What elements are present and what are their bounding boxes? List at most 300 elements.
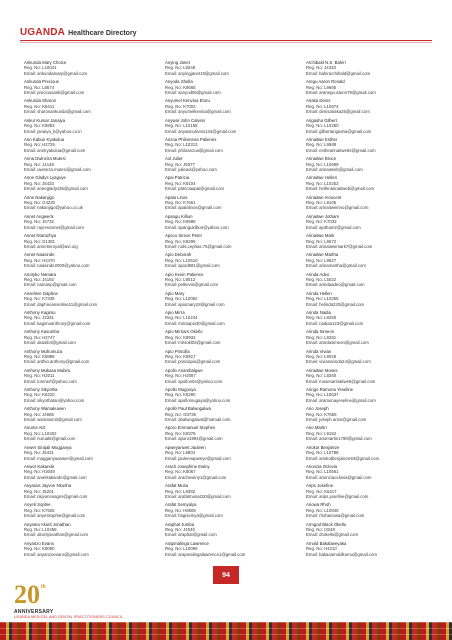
entry-reg: Reg. No: L9804 [165, 450, 196, 456]
directory-entry [306, 252, 434, 271]
entry-reg: Reg. No: L9665 [306, 84, 337, 90]
entry-reg: Reg. No: G1381 [24, 238, 56, 244]
entry-name: Arnold Bakabweyaka [306, 540, 347, 546]
entry-email[interactable]: Email: hellenarinaitweb@gmail.com [306, 186, 375, 192]
directory-entry [24, 522, 152, 541]
entry-name: Apangu Killion [165, 213, 193, 219]
entry-reg: Reg. No: K7033 [306, 219, 337, 225]
entry-name: Arafat Semyalya [165, 502, 197, 508]
entry-email[interactable]: Email: joseph.arios@gmail.com [306, 417, 367, 423]
directory-entry [24, 329, 152, 348]
directory-entry [24, 368, 152, 387]
entry-reg: Reg. No: K8665 [165, 84, 196, 90]
entry-email[interactable]: Email: rhohariowa@gmail.com [306, 513, 365, 519]
entry-email[interactable]: Email: anyingjanet19@gmail.com [165, 70, 229, 76]
entry-reg: Reg. No: H8505 [165, 507, 196, 513]
directory-entry [165, 214, 293, 233]
entry-name: Anyanzo Evans [24, 540, 54, 546]
directory-column-1 [24, 60, 152, 560]
entry-email[interactable]: Email: preciousank@gmail.com [24, 90, 85, 96]
entry-reg: Reg. No: L9672 [306, 238, 337, 244]
entry-name: Apio Mary [165, 290, 185, 296]
entry-reg: Reg. No: I3248 [306, 527, 335, 533]
directory-entry [165, 406, 293, 425]
entry-name: Anthony Mukasa Mubiru [24, 367, 71, 373]
entry-email[interactable]: Email: aranegu.aaron79@gmail.com [306, 90, 376, 96]
entry-reg: Reg. No: L9382 [165, 488, 196, 494]
directory-entry [24, 272, 152, 291]
entry-name: Apai Patricia [165, 175, 190, 181]
entry-email[interactable]: Email: arinamartha@gmail.com [306, 263, 367, 269]
entry-name: Ariokot Benjaleze [306, 444, 340, 450]
entry-reg: Reg. No: L10313 [165, 142, 198, 148]
directory-entry [165, 137, 293, 156]
entry-reg: Reg. No: L10255 [306, 296, 339, 302]
directory-entry [306, 483, 434, 502]
entry-reg: Reg. No: K8588 [165, 219, 196, 225]
entry-reg: Reg. No: J4333 [306, 65, 336, 71]
logo-label: ANNIVERSARY [14, 609, 54, 615]
entry-reg: Reg. No: H4210 [306, 546, 337, 552]
entry-name: Anthony Wamakuwen [24, 406, 66, 412]
directory-entry [306, 156, 434, 175]
entry-name: Ankur Kumar Janaiya [24, 117, 66, 123]
entry-reg: Reg. No: L10244 [165, 315, 198, 321]
page-number: 94 [213, 566, 239, 584]
entry-name: Anselmie Daphne [24, 290, 58, 296]
entry-email[interactable]: Email: namanp@gmail.com [24, 282, 77, 288]
entry-name: Arinda Simeon [306, 329, 335, 335]
directory-entry [306, 137, 434, 156]
entry-email[interactable]: Email: ankundamary@gmail.com [24, 70, 88, 76]
entry-email[interactable]: Email: ariokotbenjaleze93@gmail.com [306, 455, 380, 461]
directory-entry [306, 522, 434, 541]
entry-reg: Reg. No: L9260 [306, 373, 337, 379]
entry-reg: Reg. No: J6732 [24, 219, 54, 225]
entry-email[interactable]: Email: anywarcalvins134@gmail.com [165, 128, 237, 134]
header-rule-secondary [20, 42, 432, 43]
entry-email[interactable]: Email: hagisemya@gmail.com [165, 513, 223, 519]
entry-email[interactable]: Email: patriciaapai@gmail.com [165, 186, 225, 192]
entry-email[interactable]: Email: arinaitweb@gmail.com [306, 166, 363, 172]
entry-reg: Reg. No: H2470 [24, 257, 55, 263]
header-brand: UGANDA [20, 27, 66, 38]
entry-email[interactable]: Email: sharonankunda@gmail.com [24, 109, 91, 115]
directory-entry [165, 233, 293, 252]
entry-email[interactable]: Email: nuruatit@gmail.com [24, 436, 76, 442]
entry-email[interactable]: Email: annkyakulua@gmail.com [24, 147, 86, 153]
entry-email[interactable]: Email: akasib4@gmail.com [24, 340, 76, 346]
entry-email[interactable]: Email: apollon04@yahoo.com [165, 378, 223, 384]
directory-entry [306, 387, 434, 406]
directory-entry [24, 483, 152, 502]
entry-email[interactable]: Email: helinda220@gmail.com [306, 301, 365, 307]
entry-name: Arinaitwe Moses [306, 367, 338, 373]
entry-email[interactable]: Email: abalwogalwa@hotmail.com [165, 417, 231, 423]
entry-reg: Reg. No: L9026 [306, 353, 337, 359]
entry-name: Anyasus Jayvon Nkusha [24, 483, 72, 489]
directory-entry [165, 195, 293, 214]
directory-entry [306, 98, 434, 117]
entry-email[interactable]: Email: apiomary18@gmail.com [165, 301, 225, 307]
entry-reg: Reg. No: H2067 [165, 373, 196, 379]
entry-name: Ariowa Rhoh [306, 502, 331, 508]
entry-reg: Reg. No: L10874 [306, 103, 339, 109]
entry-email[interactable]: Email: arafatmusa100@gmail.com [165, 493, 231, 499]
directory-entry [306, 502, 434, 521]
entry-email[interactable]: Email: mirraapio30@gmail.com [165, 320, 225, 326]
entry-email[interactable]: Email: apollomugaya@yahoo.com [165, 397, 231, 403]
directory-entry [306, 195, 434, 214]
anniversary-logo [14, 580, 124, 625]
entry-email[interactable]: Email: annegladys36@gmail.com [24, 186, 88, 192]
entry-reg: Reg. No: L10699 [306, 161, 339, 167]
entry-name: Anotyko Namara [24, 271, 57, 277]
entry-reg: Reg. No: J4665 [24, 411, 54, 417]
directory-entry [306, 214, 434, 233]
entry-name: Anyama Akorit Jonathan [24, 521, 71, 527]
directory-entry [24, 445, 152, 464]
entry-reg: Reg. No: H2011 [24, 373, 55, 379]
directory-entry [306, 291, 434, 310]
entry-reg: Reg. No: K8411 [24, 103, 55, 109]
entry-email[interactable]: Email: arapmalingalawrence1@gmail.com [165, 551, 246, 557]
entry-name: Arafat Musa [165, 483, 189, 489]
entry-reg: Reg. No: L9250 [306, 315, 337, 321]
directory-entry [165, 502, 293, 521]
directory-entry [165, 175, 293, 194]
entry-reg: Reg. No: L9162 [306, 430, 337, 436]
entry-name: Arips Josefine [306, 483, 333, 489]
entry-email[interactable]: Email: araphat@gmail.com [165, 532, 217, 538]
entry-email[interactable]: Email: apalalinos@gmail.com [165, 205, 222, 211]
entry-name: Apala Linos [165, 194, 188, 200]
logo-subtitle: UGANDA MEDICAL AND DENTAL PRACTITIONERS COUNCIL [14, 615, 124, 619]
entry-email[interactable]: Email: apangukillion@yahoo.com [165, 224, 229, 230]
entry-name: Arinda Hellen [306, 290, 332, 296]
entry-name: Anuma Atit [24, 425, 45, 431]
header-rule [20, 40, 432, 41]
entry-email[interactable]: Email: ariomartin1790@gmail.com [306, 436, 372, 442]
top-margin [0, 0, 452, 14]
entry-email[interactable]: Email: nakanjigo@yahoo.co.uk [24, 205, 84, 211]
directory-entry [24, 60, 152, 79]
entry-name: Annet Angweck [24, 213, 54, 219]
entry-reg: Reg. No: J5431 [24, 450, 54, 456]
entry-name: Ankunda Mary Choice [24, 60, 67, 65]
entry-name: Anywar John Calvins [165, 117, 206, 123]
entry-email[interactable]: Email: mugganyaanwer@gmail.com [24, 455, 93, 461]
entry-reg: Reg. No: K8296 [165, 238, 196, 244]
entry-name: Aregu Aaron Ronald [306, 79, 345, 85]
entry-email[interactable]: Email: vivianarinda24@gmail.com [306, 359, 371, 365]
entry-reg: Reg. No: K6220 [24, 392, 55, 398]
directory-entry [24, 349, 152, 368]
entry-email[interactable]: Email: akoritjonathan@gmail.com [24, 532, 89, 538]
entry-reg: Reg. No: J4192 [24, 276, 54, 282]
directory-entry [165, 291, 293, 310]
entry-email[interactable]: Email: arinaitweinno@gmail.com [306, 205, 369, 211]
entry-reg: Reg. No: L8674 [24, 84, 55, 90]
logo-number: 20 [14, 580, 40, 609]
directory-entry [306, 310, 434, 329]
entry-email[interactable]: Email: rods.cephas.75@gmail.com [165, 243, 232, 249]
directory-entry [24, 406, 152, 425]
entry-email[interactable]: Email: apiod581@gmail.com [165, 263, 220, 269]
directory-entry [24, 233, 152, 252]
entry-reg: Reg. No: J5577 [165, 161, 195, 167]
entry-email[interactable]: Email: wamatoni3@gmail.com [24, 417, 82, 423]
entry-email[interactable]: Email: kagimuanthony@gmail.com [24, 320, 91, 326]
entry-name: Arinaitwe Hellen [306, 175, 338, 181]
directory-entry [165, 464, 293, 483]
directory-entry [24, 252, 152, 271]
entry-reg: Reg. No: L9688 [306, 142, 337, 148]
entry-name: Apollo Anambalgwe [165, 367, 203, 373]
entry-name: Ario Martin [306, 425, 327, 431]
entry-email[interactable]: Email: drokello@gmail.com [306, 532, 359, 538]
entry-email[interactable]: Email: anthio.anthony@gmail.com [24, 359, 90, 365]
entry-email[interactable]: Email: anyanzoevans@gmail.com [24, 551, 89, 557]
entry-email[interactable]: Email: julieaol@yahoo.com [165, 166, 217, 172]
entry-email[interactable]: Email: uwineza.mutesi@gmail.com [24, 166, 91, 172]
directory-entry [306, 272, 434, 291]
entry-name: Apweyanwet Jauleen [165, 444, 206, 450]
entry-email[interactable]: Email: nkjvonnsagns@gmail.com [24, 493, 88, 499]
directory-entry [306, 425, 434, 444]
logo-suffix: th [41, 584, 46, 590]
entry-email[interactable]: Email: ajotham2@gmail.com [306, 224, 361, 230]
entry-name: Anying Janet [165, 60, 190, 65]
entry-reg: Reg. No: K8378 [165, 430, 196, 436]
entry-reg: Reg. No: L10510 [165, 257, 198, 263]
entry-name: Apio Kevin Patience [165, 271, 204, 277]
entry-name: Ankunda Precious [24, 79, 59, 85]
entry-name: Armgod Black Okello [306, 521, 347, 527]
entry-name: Anna Dwinzira Mutesi [24, 156, 66, 162]
entry-name: Anthony Muhumuza [24, 348, 63, 354]
entry-email[interactable]: Email: arachewiny1@gmail.com [165, 474, 227, 480]
entry-email[interactable]: Email: nadiaa123@gmail.com [306, 320, 364, 326]
entry-name: Archibald N.S. Bahiri [306, 60, 346, 65]
directory-entry [24, 387, 152, 406]
entry-email[interactable]: Email: anyumelkevina@gmail.com [165, 109, 231, 115]
directory-entry [165, 252, 293, 271]
entry-reg: Reg. No: H3049 [24, 469, 55, 475]
directory-entry [306, 79, 434, 98]
page-header [20, 24, 432, 38]
entry-email[interactable]: Email: rayrenannet@gmail.com [24, 224, 85, 230]
entry-name: Arinaitwe Innocent [306, 194, 342, 200]
entry-reg: Reg. No: G0736 [165, 411, 197, 417]
entry-reg: Reg. No: L9105 [306, 200, 337, 206]
entry-reg: Reg. No: L10402 [24, 430, 57, 436]
entry-email[interactable]: Email: aramonayeseline@gmail.com [306, 397, 376, 403]
entry-email[interactable]: Email: janaiya_k@yahoo.co.in [24, 128, 82, 134]
directory-entry [165, 60, 293, 79]
entry-reg: Reg. No: J4045 [165, 527, 195, 533]
directory-entry [24, 156, 152, 175]
entry-email[interactable]: Email: arindaadeo@gmail.com [306, 282, 365, 288]
directory-entry [306, 175, 434, 194]
entry-name: Apio Mirriam Okello [165, 329, 203, 335]
entry-name: Anzoa Philomena Palienes [165, 136, 217, 142]
entry-name: Araphat Jumba [165, 521, 195, 527]
entry-email[interactable]: Email: mirsokl03@gmail.com [165, 340, 221, 346]
entry-email[interactable]: Email: esthearinaitwe94@gmail.com [306, 147, 376, 153]
entry-email[interactable]: Email: prisciapio@gmail.com [165, 359, 221, 365]
entry-email[interactable]: Email: anwrkakande@gmail.com [24, 474, 87, 480]
directory-entry [306, 406, 434, 425]
entry-name: Arionzia Oclovia [306, 463, 338, 469]
decorative-pattern-overlay [0, 622, 452, 640]
directory-entry [306, 329, 434, 348]
entry-reg: Reg. No: K8888 [24, 353, 55, 359]
directory-entry [24, 137, 152, 156]
entry-email[interactable]: Email: philoanzoa@gmail.com [165, 147, 223, 153]
directory-entry [24, 425, 152, 444]
entry-name: Anyumel Kenvina Etoru [165, 98, 210, 104]
entry-reg: Reg. No: K6417 [306, 488, 337, 494]
entry-email[interactable]: Email: petkevin@gmail.com [165, 282, 219, 288]
entry-email[interactable]: Email: sikyothatan@yahoo.com [24, 397, 85, 403]
entry-reg: Reg. No: L10253 [306, 180, 339, 186]
entry-email[interactable]: Email: jauleenapweye@gmail.com [165, 455, 231, 461]
entry-name: Anyoda Shella [165, 79, 193, 85]
entry-email[interactable]: Email: mosesarinaitwe8@gmail.com [306, 378, 376, 384]
entry-name: Ario Joseph [306, 406, 329, 412]
entry-reg: Reg. No: K8067 [165, 469, 196, 475]
entry-name: Arinda Adeo [306, 271, 330, 277]
directory-entry [165, 445, 293, 464]
entry-name: Anthony Kagimu [24, 310, 56, 316]
directory-entry [165, 118, 293, 137]
directory-entry [306, 541, 434, 560]
entry-name: Arinda Vivian [306, 348, 332, 354]
entry-reg: Reg. No: L9281 [306, 334, 337, 340]
directory-entry [24, 98, 152, 117]
entry-name: Apollo Mugooya [165, 386, 196, 392]
entry-reg: Reg. No: L10062 [165, 296, 198, 302]
directory-entry [165, 483, 293, 502]
entry-email[interactable]: Email: arips.josefine@gmail.com [306, 493, 369, 499]
directory-entry [165, 329, 293, 348]
entry-email[interactable]: Email: denisariaka25@gmail.com [306, 109, 370, 115]
entry-email[interactable]: Email: bahirarchibald@gmail.com [306, 70, 371, 76]
entry-email[interactable]: Email: annetniroyal@avi.org [24, 243, 78, 249]
directory-entry [165, 272, 293, 291]
entry-email[interactable]: Email: anyetisophie@gmail.com [24, 513, 86, 519]
entry-name: Annet Ntarazhya [24, 233, 57, 239]
directory-entry [24, 541, 152, 560]
entry-reg: Reg. No: L5022 [306, 276, 337, 282]
directory-entry [165, 349, 293, 368]
entry-reg: Reg. No: J4148 [24, 161, 54, 167]
entry-reg: Reg. No: J5433 [24, 180, 54, 186]
entry-name: Ariaka Denis [306, 98, 331, 104]
directory-entry [165, 541, 293, 560]
entry-email[interactable]: Email: arionziaoclovia@gmail.com [306, 474, 372, 480]
directory-entry [24, 195, 152, 214]
directory-entry [306, 60, 434, 79]
directory-entry [24, 118, 152, 137]
entry-email[interactable]: Email: arinaitwemark7@gmail.com [306, 243, 373, 249]
entry-name: Anne Nakanjigo [24, 194, 55, 200]
directory-entry [165, 156, 293, 175]
entry-email[interactable]: Email: tonmerl@yahoo.com [24, 378, 77, 384]
entry-reg: Reg. No: L10637 [306, 392, 339, 398]
directory-column-3 [306, 60, 434, 560]
entry-name: Anyeti Sophie [24, 502, 51, 508]
directory-entry [24, 79, 152, 98]
directory-entry [24, 175, 152, 194]
directory-entry [165, 522, 293, 541]
entry-name: Ankunda Sharon [24, 98, 57, 104]
entry-reg: Reg. No: K8090 [24, 546, 55, 552]
entry-email[interactable]: Email: aporo1994@gmail.com [165, 436, 223, 442]
directory-entry [165, 79, 293, 98]
entry-name: Anthony Kasumba [24, 329, 60, 335]
entry-name: Annet Naasinde [24, 252, 55, 258]
entry-reg: Reg. No: K8853 [24, 123, 55, 129]
directory-entry [24, 214, 152, 233]
entry-name: Arach Josephine Ewiny [165, 463, 210, 469]
entry-name: Anne Gladys Lyagoye [24, 175, 66, 181]
directory-entry [165, 368, 293, 387]
entry-reg: Reg. No: L9927 [306, 257, 337, 263]
directory-column-2 [165, 60, 293, 560]
entry-name: Apio Deborah [165, 252, 192, 258]
entry-name: Arinda Nadia [306, 310, 331, 316]
entry-reg: Reg. No: L10041 [24, 65, 57, 71]
entry-name: Apecu Sireos Peter [165, 233, 203, 239]
entry-email[interactable]: Email: bakasarnoldkumu@gmail.com [306, 551, 377, 557]
entry-reg: Reg. No: L10250 [306, 123, 339, 129]
entry-reg: Reg. No: K8290 [165, 392, 196, 398]
entry-reg: Reg. No: K7925 [24, 507, 55, 513]
directory-entry [24, 464, 152, 483]
entry-email[interactable]: Email: sanyod06@gmail.com [165, 90, 221, 96]
entry-email[interactable]: Email: gilbertarigasha@gmail.com [306, 128, 372, 134]
entry-email[interactable]: Email: naasinde2000@yahoo.com [24, 263, 90, 269]
entry-reg: Reg. No: L10096 [165, 546, 198, 552]
entry-name: Arinaitwe Martha [306, 252, 339, 258]
entry-email[interactable]: Email: arindasimeon@gmail.com [306, 340, 369, 346]
entry-reg: Reg. No: G4230 [24, 200, 56, 206]
entry-name: Anwor Kakande [24, 463, 55, 469]
entry-name: Anthony Sikyotha [24, 386, 58, 392]
entry-reg: Reg. No: J5201 [24, 488, 54, 494]
entry-reg: Reg. No: K8917 [165, 353, 196, 359]
entry-reg: Reg. No: H2729 [24, 142, 55, 148]
entry-name: Arinaitwe Bruce [306, 156, 337, 162]
entry-name: Apio Priscilla [165, 348, 190, 354]
entry-name: Aporo Emmanuel Stephen [165, 425, 216, 431]
directory-entry [306, 445, 434, 464]
entry-name: Arinaitwe Jotham [306, 213, 339, 219]
entry-name: Arigasha Gilbert [306, 117, 337, 123]
entry-name: Aringo Ramona Yeseline [306, 386, 354, 392]
directory-entry [24, 291, 152, 310]
directory-entry [306, 233, 434, 252]
entry-email[interactable]: Email: daphneanselmie11@gmail.com [24, 301, 98, 307]
entry-name: Aol Juliet [165, 156, 183, 162]
entry-name: Anwer Sirajali Mugganya [24, 444, 72, 450]
entry-reg: Reg. No: L10458 [24, 527, 57, 533]
directory-entry [165, 98, 293, 117]
directory-entry [24, 310, 152, 329]
directory-entry [24, 502, 152, 521]
